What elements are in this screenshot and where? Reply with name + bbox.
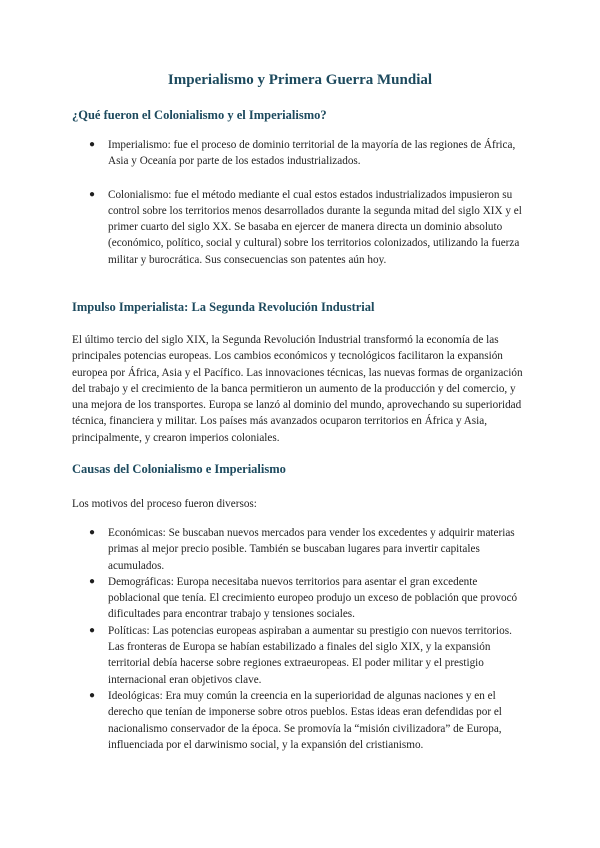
list-item-text: Demográficas: Europa necesitaba nuevos territorios para asentar el gran excedente poblacional que tenía. El crecimiento europeo produjo un exceso de población que provocó dificultades para encontrar trabajo y tensiones sociales.	[108, 575, 518, 621]
list-item-text: Económicas: Se buscaban nuevos mercados para vender los excedentes y adquirir materias primas al mejor precio posible. También se buscaban lugares para invertir capitales acumulados.	[108, 527, 515, 572]
section-heading-industrial-revolution: Impulso Imperialista: La Segunda Revolución Industrial	[72, 300, 375, 314]
causes-intro: Los motivos del proceso fueron diversos:	[72, 498, 257, 510]
list-item-text: Colonialismo: fue el método mediante el cual estos estados industrializados impusieron su control sobre los territorios menos desarrollados durante la segunda mitad del siglo XIX y el primer cuarto del siglo XX. Se basaba en ejercer de manera directa un dominio absoluto (económico, político, social y cultural) sobre los territorios colonizados, utilizando la fuerza militar y burocrática. Sus consecuencias son patentes aún hoy.	[108, 188, 522, 266]
industrial-revolution-paragraph: El último tercio del siglo XIX, la Segunda Revolución Industrial transformó la economía de las principales potencias europeas. Los cambios económicos y tecnológicos facilitaron la expansión europea por África, Asia y el Pacífico. Las innovaciones técnicas, las nuevas formas de organización del trabajo y el crecimiento de la banca permitieron un aumento de la producción y del comercio, y una mejora de los transportes. Europa se lanzó al dominio del mundo, aprovechando su superioridad técnica, financiera y militar. Los países más avanzados ocuparon territorios en África y Asia, principalmente, y crearon imperios coloniales.	[72, 334, 523, 444]
section-heading-causes: Causas del Colonialismo e Imperialismo	[72, 462, 286, 476]
list-item	[72, 574, 528, 623]
list-item-text: Políticas: Las potencias europeas aspiraban a aumentar su prestigio con nuevos territorios. Las fronteras de Europa se habían estabilizado a finales del siglo XIX, y la expansión territorial debía hacerse sobre regiones extraeuropeas. El poder militar y el prestigio internacional eran objetivos clave.	[108, 624, 512, 686]
bullet-icon: ●	[89, 188, 96, 200]
bullet-icon: ●	[89, 527, 96, 538]
bullet-icon: ●	[89, 575, 96, 587]
causes-list	[72, 525, 528, 753]
bullet-icon: ●	[89, 689, 96, 701]
list-item	[72, 623, 528, 688]
bullet-icon: ●	[89, 139, 96, 150]
list-item-text: Imperialismo: fue el proceso de dominio territorial de la mayoría de las regiones de África, Asia y Oceanía por parte de los estados industrializados.	[108, 139, 516, 168]
list-item	[72, 688, 528, 753]
list-item	[72, 187, 528, 268]
document-title: Imperialismo y Primera Guerra Mundial	[167, 72, 433, 88]
list-item	[72, 137, 528, 170]
list-item	[72, 525, 528, 574]
list-item-text: Ideológicas: Era muy común la creencia en la superioridad de algunas naciones y en el derecho que tenían de imponerse sobre otros pueblos. Estas ideas eran defendidas por el nacionalismo conservador de la época. Se promovía la “misión civilizadora” de Europa, influenciada por el darwinismo social, y la expansión del cristianismo.	[108, 689, 502, 751]
section-heading-definitions: ¿Qué fueron el Colonialismo y el Imperialismo?	[72, 108, 327, 122]
definitions-list	[72, 137, 528, 268]
bullet-icon: ●	[89, 624, 96, 636]
